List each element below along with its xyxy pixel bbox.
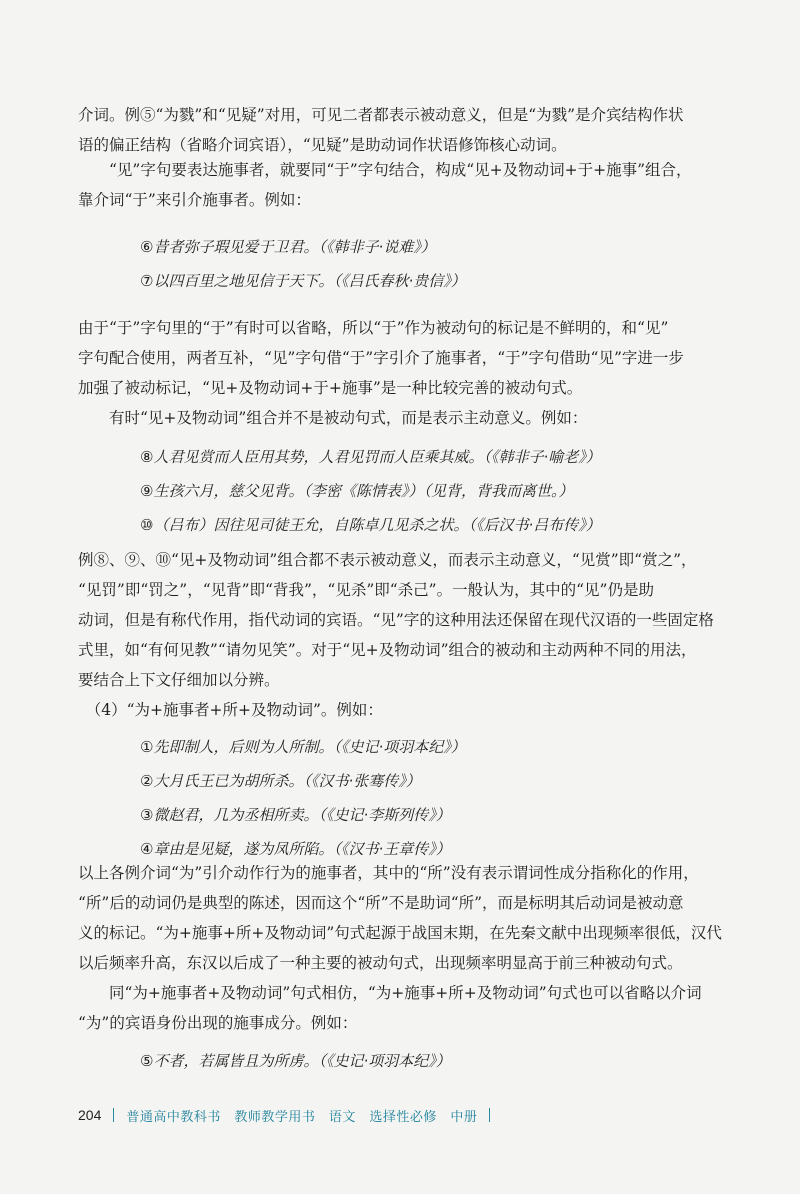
- footer-divider: [489, 1108, 490, 1122]
- text-line: 由于“于”字句里的“于”有时可以省略，所以“于”作为被动句的标记是不鲜明的，和“见”: [78, 319, 669, 337]
- text-line: 靠介词“于”来引介施事者。例如：: [78, 191, 311, 209]
- example-line: ⑩（吕布）因往见司徒王允，自陈卓几见杀之状。（《后汉书·吕布传》）: [140, 516, 601, 534]
- text-line: （4）“为+施事者+所+及物动词”。例如：: [78, 701, 383, 719]
- example-line: ④章由是见疑，遂为凤所陷。（《汉书·王章传》）: [140, 840, 451, 858]
- example-block-3: [140, 730, 700, 866]
- text-line: “为”的宾语身份出现的施事成分。例如：: [78, 1014, 358, 1032]
- example-line: ①先即制人，后则为人所制。（《史记·项羽本纪》）: [140, 738, 466, 756]
- text-line: “见”字句要表达施事者，就要同“于”字句结合，构成“见+及物动词+于+施事”组合，: [78, 161, 692, 179]
- text-line: 动词，但是有称代作用，指代动词的宾语。“见”字的这种用法还保留在现代汉语的一些固定格: [78, 611, 714, 629]
- paragraph-4: [78, 545, 722, 725]
- example-block-1: [140, 230, 700, 298]
- footer-divider: [113, 1108, 114, 1122]
- example-line: ③微赵君，几为丞相所卖。（《史记·李斯列传》）: [140, 806, 451, 824]
- text-line: 语的偏正结构（省略介词宾语），“见疑”是助动词作状语修饰核心动词。: [78, 136, 567, 154]
- example-line: ⑤不者，若属皆且为所虏。（《史记·项羽本纪》）: [140, 1052, 451, 1070]
- text-line: 字句配合使用，两者互补，“见”字句借“于”字引介了施事者，“于”字句借助“见”字进一步: [78, 349, 684, 367]
- text-line: “所”后的动词仍是典型的陈述，因而这个“所”不是助词“所”，而是标明其后动词是被动意: [78, 894, 684, 912]
- text-line: 式里，如“有何见教”“请勿见笑”。对于“见+及物动词”组合的被动和主动两种不同的用法，: [78, 641, 697, 659]
- example-line: ⑦以四百里之地见信于天下。（《吕氏春秋·贵信》）: [140, 272, 466, 290]
- paragraph-3: [78, 313, 722, 433]
- text-line: 以上各例介词“为”引介动作行为的施事者，其中的“所”没有表示谓词性成分指称化的作用，: [78, 864, 699, 882]
- text-line: 同“为+施事者+及物动词”句式相仿，“为+施事+所+及物动词”句式也可以省略以介词: [78, 984, 702, 1002]
- example-line: ②大月氏王已为胡所杀。（《汉书·张骞传》）: [140, 772, 421, 790]
- example-block-2: [140, 440, 700, 542]
- text-line: 加强了被动标记，“见+及物动词+于+施事”是一种比较完善的被动句式。: [78, 379, 583, 397]
- paragraph-1: [78, 100, 722, 160]
- example-line: ⑧人君见赏而人臣用其势，人君见罚而人臣乘其威。（《韩非子·喻老》）: [140, 448, 601, 466]
- text-line: 例⑧、⑨、⑩“见+及物动词”组合都不表示被动意义，而表示主动意义，“见赏”即“赏之”，: [78, 551, 697, 569]
- text-line: 介词。例⑤“为戮”和“见疑”对用，可见二者都表示被动意义，但是“为戮”是介宾结构作状: [78, 106, 684, 124]
- text-line: “见罚”即“罚之”，“见背”即“背我”，“见杀”即“杀己”。一般认为，其中的“见”仍是助: [78, 581, 654, 599]
- book-series-title: 普通高中教科书 教师教学用书 语文 选择性必修 中册: [126, 1108, 478, 1124]
- text-line: 要结合上下文仔细加以分辨。: [78, 671, 280, 689]
- paragraph-2: [78, 155, 722, 215]
- text-line: 有时“见+及物动词”组合并不是被动句式，而是表示主动意义。例如：: [78, 409, 588, 427]
- page-number: 204: [78, 1107, 102, 1123]
- page-footer: [78, 1105, 490, 1125]
- text-line: 义的标记。“为+施事+所+及物动词”句式起源于战国末期，在先秦文献中出现频率很低，汉代: [78, 924, 722, 942]
- example-line: ⑥昔者弥子瑕见爱于卫君。（《韩非子·说难》）: [140, 238, 436, 256]
- text-line: 以后频率升高，东汉以后成了一种主要的被动句式，出现频率明显高于前三种被动句式。: [78, 954, 683, 972]
- paragraph-5: [78, 858, 722, 1038]
- example-line: ⑨生孩六月，慈父见背。（李密《陈情表》）（见背，背我而离世。）: [140, 482, 574, 500]
- example-block-4: [140, 1044, 700, 1078]
